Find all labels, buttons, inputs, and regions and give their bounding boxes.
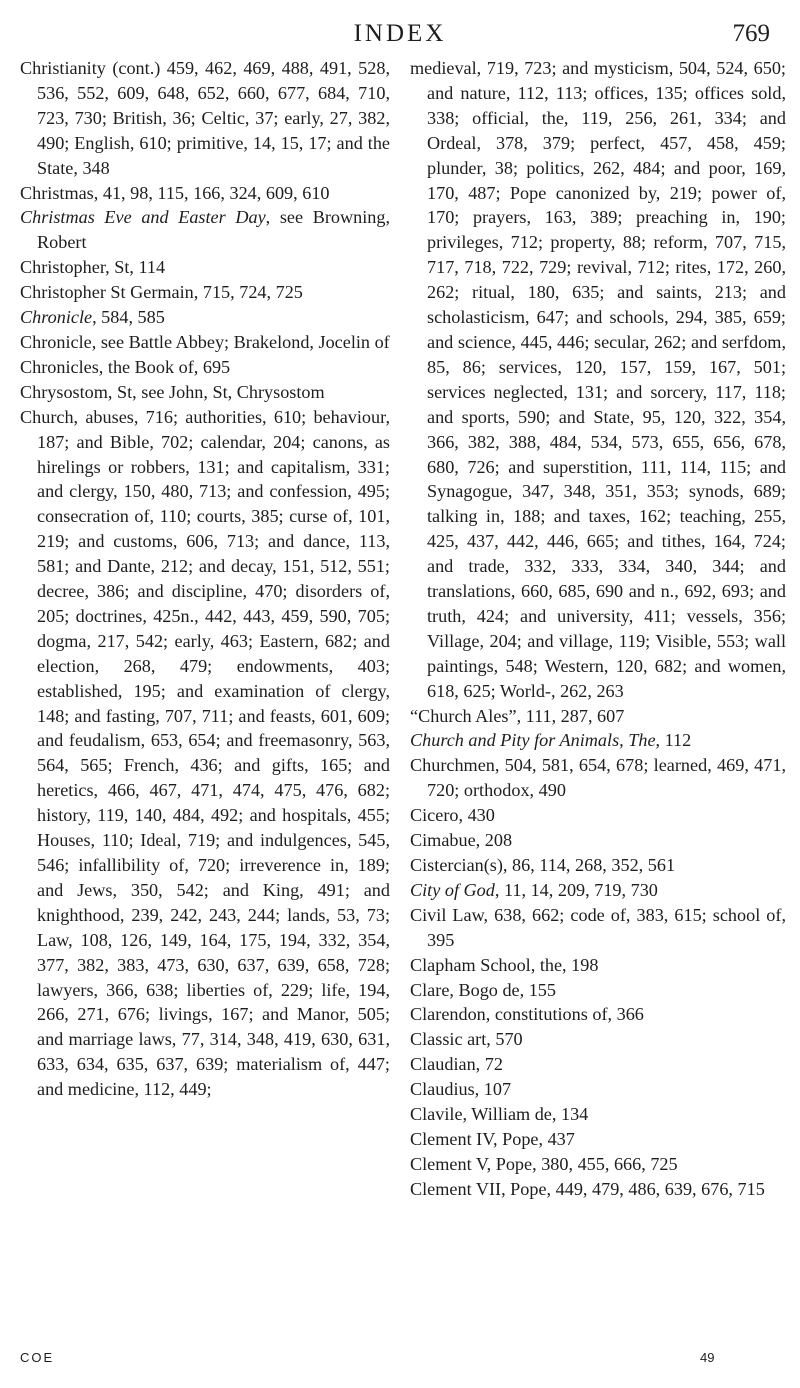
index-entry: [20, 181, 390, 206]
entry-text: Clement V, Pope, 380, 455, 666, 725: [410, 1153, 678, 1174]
entry-text: Clare, Bogo de, 155: [410, 979, 556, 1000]
signature-mark: COE: [20, 1350, 55, 1365]
index-entry: [410, 1052, 786, 1077]
index-entry: [410, 56, 786, 704]
index-column-left: [20, 56, 390, 1102]
entry-text: medieval, 719, 723; and mysticism, 504, 524, 650; and nature, 112, 113; offices, 135; offices sold, 338; official, the, 119, 256, 261, 334; and Ordeal, 378, 379; perfect, 457, 458, 459; plunder, 38; politics, 262, 484; and poor, 169, 170, 487; Pope canonized by, 219; power of, 170; prayers, 163, 389; preaching in, 190; privileges, 712; property, 88; reform, 707, 715, 717, 718, 722, 729; revival, 712; rites, 172, 260, 262; ritual, 180, 635; and saints, 213; and scholasticism, 647; and schools, 294, 385, 659; and science, 445, 446; secular, 262; and serfdom, 85, 86; services, 120, 157, 159, 167, 501; services neglected, 131; and sorcery, 117, 118; and sports, 590; and State, 95, 120, 322, 354, 366, 382, 388, 484, 534, 573, 655, 656, 678, 680, 726; and superstition, 111, 114, 115; and Synagogue, 347, 348, 351, 353; synods, 689; talking in, 188; and taxes, 162; teaching, 255, 425, 437, 442, 446, 665; and tithes, 164, 724; and trade, 332, 333, 334, 340, 344; and translations, 660, 685, 690 and n., 692, 693; and truth, 424; and university, 411; vessels, 356; Village, 204; and village, 119; Visible, 553; wall paintings, 548; Western, 120, 682; and women, 618, 625; World-, 262, 263: [410, 58, 786, 701]
index-entry: [20, 405, 390, 1102]
entry-text: Claudian, 72: [410, 1054, 503, 1075]
index-entry: [410, 1077, 786, 1102]
index-entry: [20, 280, 390, 305]
index-entry: [410, 1152, 786, 1177]
index-entry: [410, 1102, 786, 1127]
entry-text: Christopher, St, 114: [20, 257, 166, 278]
entry-text: Chronicles, the Book of, 695: [20, 356, 231, 377]
index-entry: [20, 56, 390, 181]
entry-text: , 11, 14, 209, 719, 730: [494, 879, 658, 900]
entry-text: “Church Ales”, 111, 287, 607: [410, 705, 625, 726]
entry-text: Clement VII, Pope, 449, 479, 486, 639, 676, 715: [410, 1178, 765, 1199]
entry-text: Christopher St Germain, 715, 724, 725: [20, 282, 303, 303]
index-entry: [410, 878, 786, 903]
index-entry: [20, 380, 390, 405]
entry-title: Christmas Eve and Easter Day: [20, 207, 266, 228]
index-entry: [20, 355, 390, 380]
page-title: INDEX: [353, 20, 447, 47]
index-entry: [410, 753, 786, 803]
index-entry: [410, 728, 786, 753]
entry-text: Clarendon, constitutions of, 366: [410, 1004, 644, 1025]
entry-text: Church, abuses, 716; authorities, 610; behaviour, 187; and Bible, 702; calendar, 204; canons, as hirelings or robbers, 131; and capitalism, 331; and clergy, 150, 480, 713; and confession, 495; consecration of, 110; courts, 385; curse of, 101, 219; and customs, 606, 713; and dance, 113, 581; and Dante, 212; and decay, 151, 512, 551; decree, 386; and discipline, 470; disorders of, 205; doctrines, 425n., 442, 443, 459, 590, 705; dogma, 217, 542; early, 463; Eastern, 682; and election, 268, 479; endowments, 403; established, 195; and examination of clergy, 148; and fasting, 707, 711; and feasts, 601, 609; and feudalism, 653, 654; and freemasonry, 563, 564, 565; French, 436; and gifts, 165; and heretics, 466, 467, 471, 474, 475, 476, 682; history, 119, 140, 484, 492; and hospitals, 455; Houses, 110; Ideal, 719; and indulgences, 545, 546; infallibility of, 720; irreverence in, 189; and Jews, 350, 542; and King, 491; and knighthood, 239, 242, 243, 244; lands, 53, 73; Law, 108, 126, 149, 164, 175, 194, 332, 354, 377, 382, 383, 473, 630, 637, 639, 658, 728; lawyers, 366, 638; liberties of, 229; life, 194, 266, 271, 676; livings, 167; and Manor, 505; and marriage laws, 77, 314, 348, 419, 630, 631, 633, 634, 635, 637, 639; materialism of, 447; and medicine, 112, 449;: [20, 406, 390, 1100]
entry-text: Chrysostom, St, see John, St, Chrysostom: [20, 381, 325, 402]
index-entry: [410, 1027, 786, 1052]
index-entry: [410, 853, 786, 878]
index-entry: [410, 953, 786, 978]
entry-text: Civil Law, 638, 662; code of, 383, 615; school of, 395: [410, 904, 786, 950]
entry-text: Cicero, 430: [410, 805, 495, 826]
entry-text: Classic art, 570: [410, 1029, 523, 1050]
index-entry: [410, 704, 786, 729]
entry-text: , 584, 585: [92, 307, 165, 328]
entry-text: Cistercian(s), 86, 114, 268, 352, 561: [410, 855, 676, 875]
entry-text: Cimabue, 208: [410, 830, 513, 851]
entry-text: Christianity (cont.) 459, 462, 469, 488, 491, 528, 536, 552, 609, 648, 652, 660, 677, 684, 710, 723, 730; British, 36; Celtic, 37; early, 27, 382, 490; English, 610; primitive, 14, 15, 17; and the State, 348: [20, 58, 390, 178]
entry-text: Clavile, William de, 134: [410, 1104, 589, 1125]
entry-title: City of God: [410, 879, 495, 900]
index-column-right: [410, 56, 786, 1202]
page-number: 769: [732, 20, 770, 47]
index-entry: [410, 1002, 786, 1027]
entry-title: Chronicle: [20, 307, 93, 328]
page-header: [0, 14, 800, 54]
entry-text: , 112: [655, 730, 692, 751]
index-entry: [20, 205, 390, 255]
entry-text: Churchmen, 504, 581, 654, 678; learned, 469, 471, 720; orthodox, 490: [410, 755, 786, 801]
entry-title: Church and Pity for Animals, The: [410, 730, 656, 751]
index-entry: [410, 1177, 786, 1202]
index-entry: [20, 255, 390, 280]
index-entry: [410, 903, 786, 953]
index-entry: [410, 828, 786, 853]
index-entry: [410, 1127, 786, 1152]
entry-text: Chronicle, see Battle Abbey; Brakelond, Jocelin of: [20, 331, 390, 352]
index-entry: [20, 305, 390, 330]
entry-text: Clement IV, Pope, 437: [410, 1128, 575, 1149]
entry-text: , see Browning, Robert: [37, 207, 390, 253]
index-entry: [20, 330, 390, 355]
entry-text: Clapham School, the, 198: [410, 954, 599, 975]
entry-text: Christmas, 41, 98, 115, 166, 324, 609, 610: [20, 182, 330, 203]
entry-text: Claudius, 107: [410, 1079, 512, 1100]
sheet-number: 49: [700, 1350, 715, 1365]
index-entry: [410, 803, 786, 828]
index-entry: [410, 978, 786, 1003]
